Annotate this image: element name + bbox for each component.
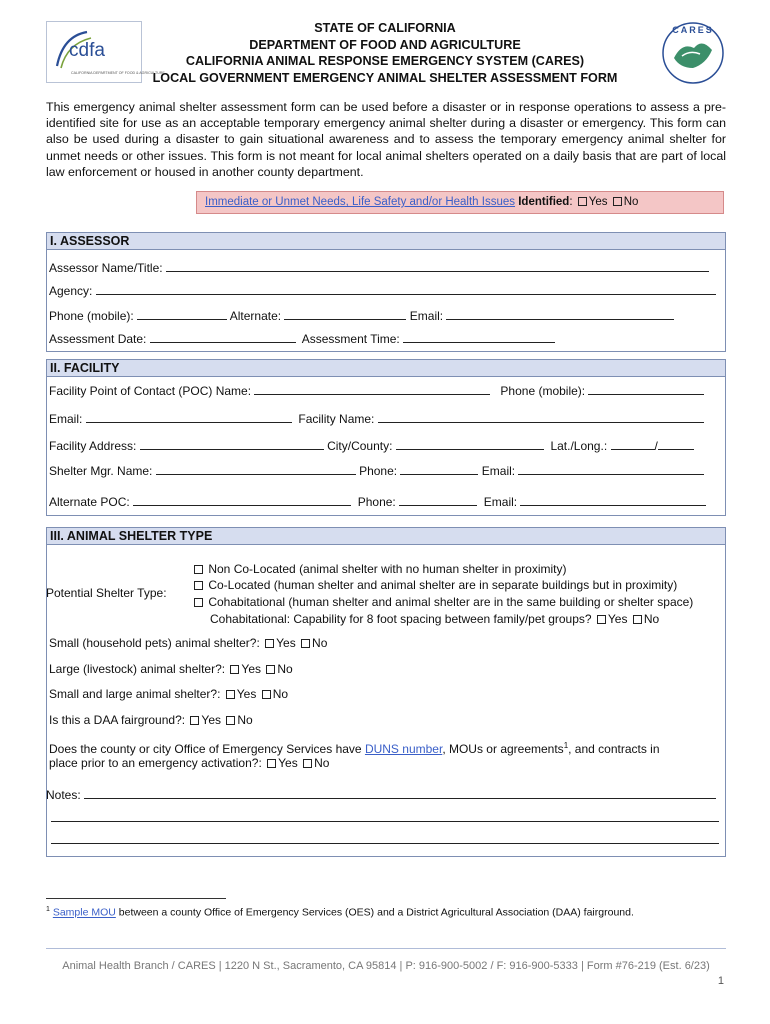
- cdfa-logo-graphic: [47, 22, 165, 82]
- both-no-label: No: [272, 687, 289, 701]
- assessment-date-label: Assessment Date:: [49, 332, 147, 346]
- large-yes-checkbox[interactable]: [230, 665, 239, 674]
- assessment-date-row: [49, 331, 555, 346]
- cdfa-logo-subtext: CALIFORNIA DEPARTMENT OF FOOD & AGRICULTURE: [71, 71, 165, 75]
- notes-field-line-2[interactable]: [51, 810, 719, 822]
- oes-question-row-2: [49, 756, 329, 770]
- agency-row: [49, 283, 716, 298]
- large-no-checkbox[interactable]: [266, 665, 275, 674]
- manager-phone-label: Phone:: [359, 464, 398, 478]
- oes-question-row: [49, 739, 660, 756]
- manager-email-label: Email:: [481, 464, 516, 478]
- page-number: 1: [717, 975, 724, 987]
- facility-name-field[interactable]: [378, 411, 704, 423]
- notes-field-line-1[interactable]: [84, 787, 716, 799]
- assessor-phone-row: [49, 308, 674, 323]
- small-yes-label: Yes: [276, 636, 296, 650]
- cares-logo-text: CARES: [672, 25, 714, 35]
- unmet-needs-link[interactable]: Immediate or Unmet Needs, Life Safety and/or Health Issues: [205, 196, 516, 208]
- intro-paragraph: This emergency animal shelter assessment form can be used before a disaster or in response operations to assess a pre-identified site for use as an acceptable temporary emergency animal shelter during a disaster or emergency. This form can also be used during a disaster to gain situational awareness and to assess the temporary emergency animal shelter for unmet needs or other issues. This form is not meant for local animal shelters operated on a daily basis that are part of local law enforcement or housed in another county department.: [46, 100, 726, 179]
- assessor-section: [46, 232, 726, 352]
- oes-question-text: Does the county or city Office of Emergency Services have: [49, 742, 362, 756]
- cohabitational-checkbox[interactable]: [194, 598, 203, 607]
- facility-section: [46, 359, 726, 516]
- potential-shelter-type-label: Potential Shelter Type:: [46, 586, 167, 600]
- facility-poc-field[interactable]: [254, 383, 490, 395]
- alternate-phone-label: Phone:: [357, 495, 396, 509]
- oes-no-label: No: [314, 756, 330, 770]
- shelter-option-colocated: [192, 578, 677, 592]
- both-yes-label: Yes: [236, 687, 257, 701]
- footnote-text: between a county Office of Emergency Services (OES) and a District Agricultural Association (DAA) fairground.: [115, 906, 634, 919]
- alternate-poc-row: [49, 494, 706, 509]
- notes-line-3: [51, 832, 719, 847]
- cohab-no-label: No: [643, 612, 660, 626]
- assessor-name-label: Assessor Name/Title:: [49, 261, 163, 275]
- agency-label: Agency:: [49, 284, 93, 298]
- facility-email-label: Email:: [49, 412, 83, 426]
- alternate-email-field[interactable]: [520, 494, 706, 506]
- non-colocated-label: Non Co-Located (animal shelter with no human shelter in proximity): [208, 562, 567, 576]
- cares-logo: [660, 20, 726, 86]
- assessor-section-title: I. ASSESSOR: [47, 233, 725, 250]
- small-shelter-label: Small (household pets) animal shelter?:: [49, 636, 260, 650]
- cdfa-logo: [46, 21, 165, 83]
- alert-yes-checkbox[interactable]: [578, 197, 587, 206]
- assessor-phone-field[interactable]: [137, 308, 227, 320]
- sample-mou-link[interactable]: Sample MOU: [52, 906, 116, 919]
- needs-alert-bar: Immediate or Unmet Needs, Life Safety and/or Health Issues Identified: Yes No: [196, 191, 724, 214]
- identified-label: Identified: [518, 196, 570, 208]
- shelter-manager-row: [49, 463, 704, 478]
- footnote-divider: [46, 898, 226, 899]
- facility-poc-label: Facility Point of Contact (POC) Name:: [49, 384, 252, 398]
- assessor-phone-label: Phone (mobile):: [49, 309, 134, 323]
- shelter-manager-label: Shelter Mgr. Name:: [49, 464, 153, 478]
- alert-no-label: No: [623, 196, 639, 208]
- assessment-date-field[interactable]: [150, 331, 296, 343]
- daa-no-label: No: [237, 713, 253, 727]
- assessor-alternate-label: Alternate:: [229, 309, 282, 323]
- daa-fairground-label: Is this a DAA fairground?:: [49, 713, 186, 727]
- latitude-field[interactable]: [611, 438, 655, 450]
- oes-question-line2: place prior to an emergency activation?:: [49, 756, 262, 770]
- agency-field[interactable]: [96, 283, 716, 295]
- lat-long-separator: /: [654, 439, 658, 453]
- facility-section-title: II. FACILITY: [47, 360, 725, 377]
- daa-fairground-row: [49, 713, 253, 727]
- shelter-manager-field[interactable]: [156, 463, 356, 475]
- colocated-label: Co-Located (human shelter and animal shelter are in separate buildings but in proximity): [208, 578, 678, 592]
- facility-address-row: [49, 438, 694, 453]
- assessor-name-field[interactable]: [166, 260, 709, 272]
- animal-shelter-type-section: [46, 527, 726, 857]
- cohabitational-label: Cohabitational (human shelter and animal shelter are in the same building or shelter space): [208, 595, 694, 609]
- large-yes-label: Yes: [241, 662, 261, 676]
- footnote-number: 1: [46, 906, 50, 913]
- alternate-poc-label: Alternate POC:: [49, 495, 130, 509]
- small-no-label: No: [312, 636, 328, 650]
- assessment-time-field[interactable]: [403, 331, 555, 343]
- notes-label: Notes:: [46, 788, 81, 802]
- large-no-label: No: [277, 662, 293, 676]
- notes-row: [46, 787, 716, 802]
- non-colocated-checkbox[interactable]: [194, 565, 203, 574]
- assessor-email-label: Email:: [409, 309, 444, 323]
- facility-email-row: [49, 411, 704, 426]
- cohab-yes-label: Yes: [607, 612, 628, 626]
- facility-poc-row: [49, 383, 704, 398]
- header-line-department: DEPARTMENT OF FOOD AND AGRICULTURE: [249, 37, 521, 52]
- manager-phone-field[interactable]: [400, 463, 478, 475]
- facility-email-field[interactable]: [86, 411, 292, 423]
- daa-yes-label: Yes: [201, 713, 221, 727]
- header-line-state: STATE OF CALIFORNIA: [314, 21, 456, 35]
- footer-divider: [46, 948, 726, 949]
- oes-question-mid: , MOUs or agreements: [442, 742, 564, 756]
- city-county-label: City/County:: [327, 439, 393, 453]
- daa-yes-checkbox[interactable]: [190, 716, 199, 725]
- duns-number-link[interactable]: DUNS number: [364, 742, 443, 756]
- assessment-time-label: Assessment Time:: [301, 332, 400, 346]
- alert-no-checkbox[interactable]: [613, 197, 622, 206]
- both-no-checkbox[interactable]: [262, 690, 271, 699]
- alternate-phone-field[interactable]: [399, 494, 477, 506]
- alternate-email-label: Email:: [483, 495, 518, 509]
- city-county-field[interactable]: [396, 438, 544, 450]
- footnote: [46, 906, 634, 919]
- large-shelter-row: [49, 662, 293, 676]
- oes-yes-checkbox[interactable]: [267, 759, 276, 768]
- header-line-form-title: LOCAL GOVERNMENT EMERGENCY ANIMAL SHELTER ASSESSMENT FORM: [152, 70, 618, 85]
- cdfa-logo-text: cdfa: [69, 40, 105, 61]
- facility-name-label: Facility Name:: [298, 412, 375, 426]
- oes-question-post: , and contracts in: [568, 742, 660, 756]
- shelter-type-section-title: III. ANIMAL SHELTER TYPE: [47, 528, 725, 545]
- small-large-shelter-label: Small and large animal shelter?:: [49, 687, 221, 701]
- assessor-email-field[interactable]: [446, 308, 674, 320]
- facility-phone-mobile-label: Phone (mobile):: [500, 384, 586, 398]
- colocated-checkbox[interactable]: [194, 581, 203, 590]
- form-header: [140, 20, 630, 86]
- small-no-checkbox[interactable]: [301, 639, 310, 648]
- shelter-option-non-colocated: [192, 562, 567, 576]
- manager-email-field[interactable]: [518, 463, 704, 475]
- oes-yes-label: Yes: [278, 756, 298, 770]
- small-shelter-row: [49, 636, 327, 650]
- both-yes-checkbox[interactable]: [226, 690, 235, 699]
- alternate-poc-field[interactable]: [133, 494, 351, 506]
- cohab-no-checkbox[interactable]: [633, 615, 642, 624]
- small-large-shelter-row: [49, 687, 288, 701]
- notes-field-line-3[interactable]: [51, 832, 719, 844]
- footnote-ref: 1: [563, 741, 569, 750]
- footer-text: Animal Health Branch / CARES | 1220 N St., Sacramento, CA 95814 | P: 916-900-5002 / F: 916-900-5333 | Form #76-219 (Est. 6/23): [62, 960, 710, 972]
- oes-no-checkbox[interactable]: [303, 759, 312, 768]
- header-line-cares: CALIFORNIA ANIMAL RESPONSE EMERGENCY SYSTEM (CARES): [185, 54, 585, 68]
- notes-line-2: [51, 810, 719, 825]
- cohab-spacing-row: [210, 612, 659, 626]
- daa-no-checkbox[interactable]: [226, 716, 235, 725]
- alert-yes-label: Yes: [588, 196, 608, 208]
- small-yes-checkbox[interactable]: [265, 639, 274, 648]
- longitude-field[interactable]: [658, 438, 694, 450]
- shelter-option-cohabitational: [192, 595, 693, 609]
- facility-address-field[interactable]: [140, 438, 324, 450]
- cohab-yes-checkbox[interactable]: [597, 615, 606, 624]
- facility-address-label: Facility Address:: [49, 439, 137, 453]
- large-shelter-label: Large (livestock) animal shelter?:: [49, 662, 226, 676]
- facility-phone-mobile-field[interactable]: [588, 383, 704, 395]
- assessor-name-row: [49, 260, 709, 275]
- lat-long-label: Lat./Long.:: [550, 439, 608, 453]
- assessor-alternate-field[interactable]: [284, 308, 406, 320]
- cohab-spacing-label: Cohabitational: Capability for 8 foot spacing between family/pet groups?: [210, 612, 592, 626]
